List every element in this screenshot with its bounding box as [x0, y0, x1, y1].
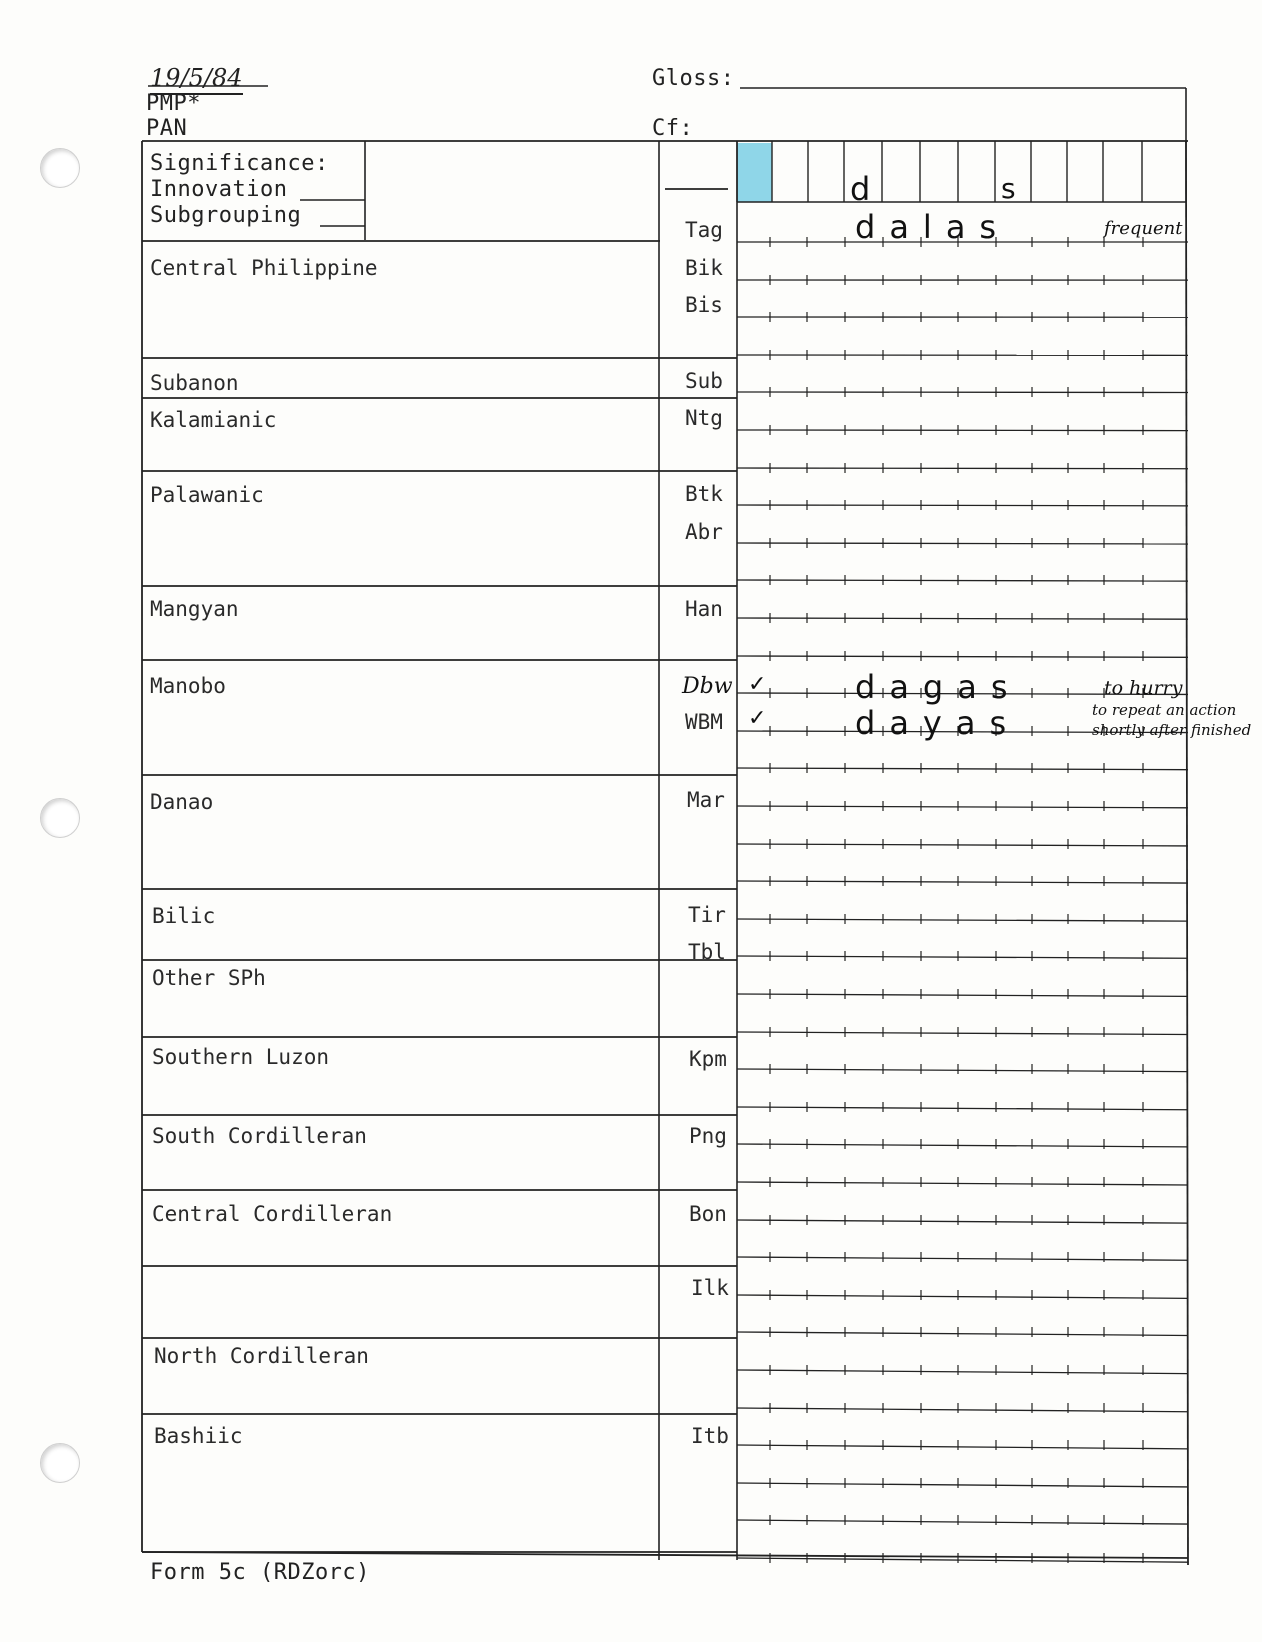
entry-rule-25 — [737, 1182, 1188, 1185]
entry-rule-19 — [737, 956, 1188, 958]
code-png: Png — [689, 1124, 727, 1148]
entry-rule-16 — [737, 844, 1188, 846]
pan-label: PAN — [146, 116, 188, 141]
entry-rule-32 — [737, 1445, 1188, 1449]
entry-rule-22 — [737, 1069, 1188, 1072]
code-dbw: Dbw — [682, 674, 733, 699]
code-bik: Bik — [685, 256, 723, 280]
entry-rule-31 — [737, 1408, 1188, 1412]
form-footer: Form 5c (RDZorc) — [150, 1560, 370, 1585]
form-right-edge — [1186, 141, 1188, 1565]
code-han: Han — [685, 597, 723, 621]
section-other-sph: Other SPh — [152, 966, 266, 990]
entry-rule-18 — [737, 919, 1188, 921]
entry-rule-6 — [737, 468, 1188, 469]
entry-rule-5 — [737, 430, 1188, 431]
section-danao: Danao — [150, 790, 214, 814]
code-tbl: Tbl — [688, 940, 726, 964]
code-bon: Bon — [689, 1202, 727, 1226]
section-kalamianic: Kalamianic — [150, 408, 277, 432]
subgrouping-label: Subgrouping — [150, 203, 302, 228]
entry-rule-11 — [737, 656, 1188, 657]
entry-rule-33 — [737, 1483, 1188, 1487]
entry-tag-gloss: frequent — [1104, 218, 1183, 239]
entry-dbw-form: dagas — [855, 668, 1022, 706]
innovation-label: Innovation — [150, 177, 288, 202]
section-manobo: Manobo — [150, 674, 226, 698]
section-south-cordilleran: South Cordilleran — [152, 1124, 367, 1148]
section-palawanic: Palawanic — [150, 483, 264, 507]
entry-dbw-gloss: to hurry — [1104, 677, 1183, 699]
entry-rule-30 — [737, 1370, 1188, 1374]
date: 19/5/84 — [150, 64, 243, 95]
entry-rule-35 — [737, 1558, 1188, 1562]
entry-tag-form: dalas — [855, 208, 1011, 246]
entry-rule-8 — [737, 543, 1188, 544]
section-southern-luzon: Southern Luzon — [152, 1045, 330, 1069]
gloss-label: Gloss: — [652, 66, 735, 91]
entry-rule-15 — [737, 806, 1188, 808]
entry-rule-24 — [737, 1144, 1188, 1147]
entry-rule-21 — [737, 1032, 1188, 1035]
entry-rule-26 — [737, 1220, 1188, 1223]
entry-rule-28 — [737, 1295, 1188, 1298]
entry-wbm-form: dayas — [855, 704, 1021, 742]
entry-rule-7 — [737, 505, 1188, 506]
entry-wbm-check: ✓ — [748, 706, 767, 731]
entry-rule-9 — [737, 580, 1188, 581]
section-north-cordilleran: North Cordilleran — [154, 1344, 369, 1368]
pmp-label: PMP* — [146, 91, 201, 116]
code-wbm: WBM — [685, 710, 723, 734]
section-subanon: Subanon — [150, 371, 239, 395]
code-ilk: Ilk — [691, 1276, 729, 1300]
cf-label: Cf: — [652, 116, 694, 141]
code-tir: Tir — [688, 903, 726, 927]
entry-rule-20 — [737, 994, 1188, 996]
entry-wbm-gloss: to repeat an action shortly after finished — [1092, 701, 1252, 739]
section-bashiic: Bashiic — [154, 1424, 243, 1448]
entry-dbw-check: ✓ — [748, 672, 767, 697]
code-btk: Btk — [685, 482, 723, 506]
code-tag: Tag — [685, 218, 723, 242]
code-sub: Sub — [685, 369, 723, 393]
reconstruction-letter-1: d — [850, 170, 871, 208]
section-bilic: Bilic — [152, 904, 216, 928]
entry-rule-10 — [737, 618, 1188, 619]
significance-title: Significance: — [150, 151, 329, 176]
code-itb: Itb — [691, 1424, 729, 1448]
entry-rule-23 — [737, 1107, 1188, 1110]
entry-rule-29 — [737, 1332, 1188, 1335]
entry-rule-27 — [737, 1257, 1188, 1260]
entry-rule-34 — [737, 1520, 1188, 1524]
section-central-philippine: Central Philippine — [150, 256, 378, 280]
code-ntg: Ntg — [685, 406, 723, 430]
entry-rule-14 — [737, 768, 1188, 770]
code-bis: Bis — [685, 293, 723, 317]
section-central-cordilleran: Central Cordilleran — [152, 1202, 393, 1226]
code-kpm: Kpm — [689, 1047, 727, 1071]
section-mangyan: Mangyan — [150, 597, 239, 621]
code-abr: Abr — [685, 520, 723, 544]
entry-rule-17 — [737, 881, 1188, 883]
reconstruction-letter-5: s — [1001, 172, 1016, 205]
code-mar: Mar — [687, 788, 725, 812]
